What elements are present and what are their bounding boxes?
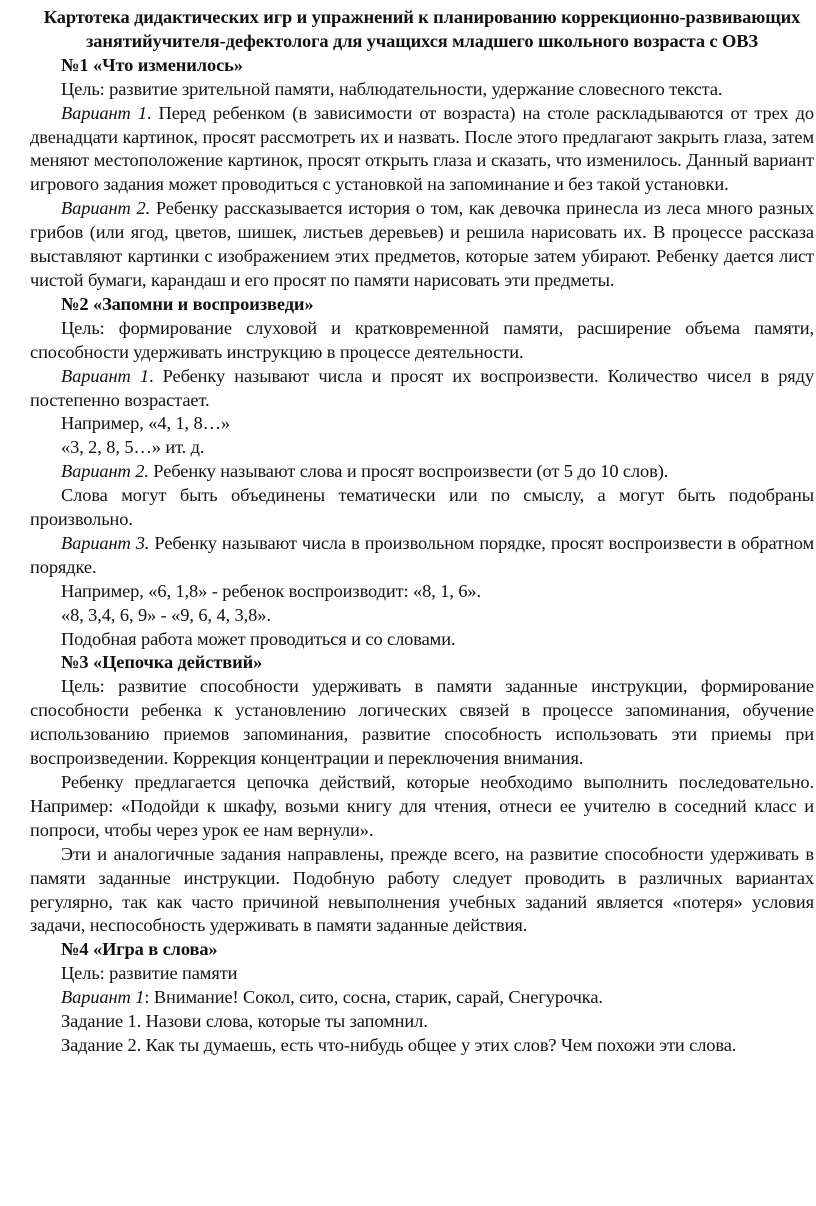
variant-text: : Внимание! Сокол, сито, сосна, старик, сарай, Снегурочка. xyxy=(144,987,603,1008)
game-3-paragraph-2: Эти и аналогичные задания направлены, прежде всего, на развитие способности удерживать в памяти заданные инструкции. Подобную работу следует проводить в различных вариантах регулярно, так как часто причиной невыполнения учебных заданий является «потеря» условия задачи, неспособность удерживать в памяти заданные действия. xyxy=(30,843,814,936)
game-2-example-1: Например, «4, 1, 8…» xyxy=(61,413,231,434)
game-2-heading: №2 «Запомни и воспроизведи» xyxy=(61,293,314,314)
variant-label: Вариант 1 xyxy=(61,102,147,123)
game-4-task-1: Задание 1. Назови слова, которые ты запомнил. xyxy=(61,1011,428,1032)
variant-label: Вариант 3. xyxy=(61,532,150,553)
document-page xyxy=(30,6,814,1058)
variant-label: Вариант 2. xyxy=(61,461,149,482)
game-4-goal: Цель: развитие памяти xyxy=(61,963,238,984)
game-2-note: Подобная работа может проводиться и со словами. xyxy=(61,628,456,649)
game-1-variant-2 xyxy=(30,197,814,293)
game-2-goal: Цель: формирование слуховой и кратковременной памяти, расширение объема памяти, способности удерживать инструкцию в процессе деятельности. xyxy=(30,317,814,362)
game-2-example-4: «8, 3,4, 6, 9» - «9, 6, 4, 3,8». xyxy=(61,604,271,625)
game-4-heading: №4 «Игра в слова» xyxy=(61,939,218,960)
variant-text: . Ребенку называют числа и просят их воспроизвести. Количество чисел в ряду постепенно возрастает. xyxy=(30,365,814,410)
variant-label: Вариант 1 xyxy=(61,987,145,1008)
game-1-variant-1 xyxy=(30,102,814,198)
game-3-paragraph-1: Ребенку предлагается цепочка действий, которые необходимо выполнить последовательно. Например: «Подойди к шкафу, возьми книгу для чтения, отнеси ее учителю в соседний класс и попроси, чтобы через урок ее нам вернули». xyxy=(30,772,814,840)
variant-label: Вариант 1 xyxy=(61,365,149,386)
variant-text: Ребенку рассказывается история о том, как девочка принесла из леса много разных грибов (или ягод, цветов, шишек, листьев деревьев) и решила нарисовать их. В процессе рассказа выставляют картинки с изображением этих предметов, которые затем убирают. Ребенку дается лист чистой бумаги, карандаш и его просят по памяти нарисовать эти предметы. xyxy=(30,198,814,290)
game-4-task-2: Задание 2. Как ты думаешь, есть что-нибудь общее у этих слов? Чем похожи эти слова. xyxy=(61,1034,737,1055)
game-2-example-2: «3, 2, 8, 5…» ит. д. xyxy=(61,437,205,458)
variant-text: Ребенку называют слова и просят воспроизвести (от 5 до 10 слов). xyxy=(148,461,669,482)
document-title: Картотека дидактических игр и упражнений к планированию коррекционно-развивающих занятийучителя-дефектолога для учащихся младшего школьного возраста с ОВЗ xyxy=(43,7,801,51)
game-2-example-3: Например, «6, 1,8» - ребенок воспроизводит: «8, 1, 6». xyxy=(61,580,482,601)
game-2-variant-2-note: Слова могут быть объединены тематически или по смыслу, а могут быть подобраны произвольно. xyxy=(30,485,814,530)
game-4-variant-1 xyxy=(30,986,814,1010)
variant-label: Вариант 2. xyxy=(61,198,151,219)
game-2-variant-3 xyxy=(30,532,814,580)
game-2-variant-1 xyxy=(30,365,814,413)
game-3-heading: №3 «Цепочка действий» xyxy=(61,652,263,673)
variant-text: Ребенку называют числа в произвольном порядке, просят воспроизвести в обратном порядке. xyxy=(30,532,814,577)
game-1-goal: Цель: развитие зрительной памяти, наблюдательности, удержание словесного текста. xyxy=(61,78,723,99)
game-3-goal: Цель: развитие способности удерживать в памяти заданные инструкции, формирование способности ребенка к установлению логических связей в процессе запоминания, обучение использованию приемов запоминания, развитие способность использовать эти приемы при воспроизведении. Коррекция концентрации и переключения внимания. xyxy=(30,676,814,769)
game-2-variant-2 xyxy=(30,460,814,484)
game-1-heading: №1 «Что изменилось» xyxy=(61,54,243,75)
variant-text: . Перед ребенком (в зависимости от возраста) на столе раскладываются от трех до двенадцати картинок, просят рассмотреть их и назвать. После этого предлагают закрыть глаза, затем меняют местоположение картинок, просят открыть глаза и сказать, что изменилось. Данный вариант игрового задания может проводиться с установкой на запоминание и без такой установки. xyxy=(30,102,814,195)
